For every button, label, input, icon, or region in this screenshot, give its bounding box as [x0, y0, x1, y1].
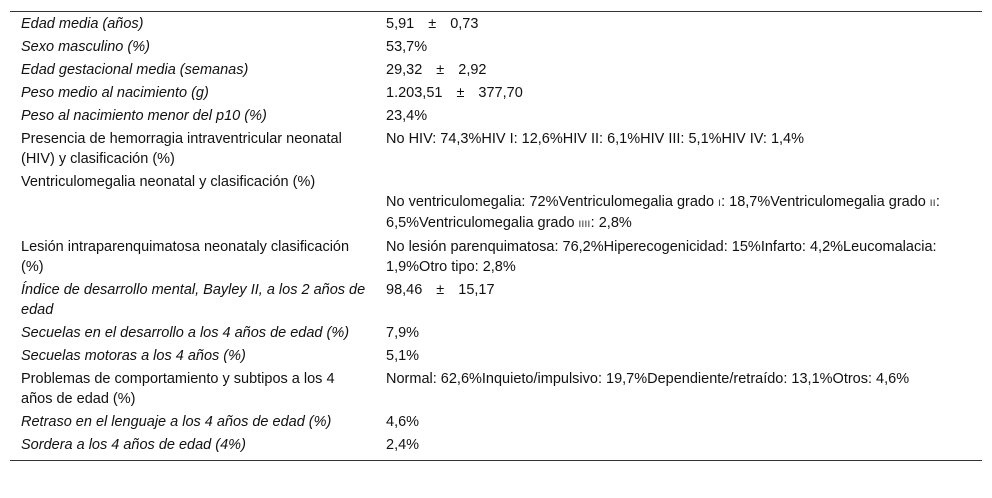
row-label: Edad media (años) — [21, 16, 144, 32]
grade-numeral: I — [718, 198, 722, 208]
table-row — [10, 236, 982, 279]
table-row — [10, 105, 982, 128]
ventri-text: : 2,8% — [590, 215, 632, 231]
grade-numeral: II — [929, 198, 936, 208]
table-row — [10, 59, 982, 82]
sd-value: 377,70 — [478, 85, 523, 101]
row-label: Sordera a los 4 años de edad (4%) — [21, 437, 246, 453]
row-value: No lesión parenquimatosa: 76,2%Hiperecogenicidad: 15%Infarto: 4,2%Leucomalacia: 1,9%Otro tipo: 2,8% — [386, 239, 937, 275]
row-label: Lesión intraparenquimatosa neonataly clasificación (%) — [21, 239, 350, 275]
plus-minus: ± — [428, 16, 437, 32]
row-value: 53,7% — [386, 39, 428, 55]
row-label: Sexo masculino (%) — [21, 39, 150, 55]
sd-value: 0,73 — [450, 16, 479, 32]
row-value — [376, 171, 982, 236]
row-value — [376, 279, 982, 322]
row-value: 7,9% — [386, 325, 420, 341]
row-label: Problemas de comportamiento y subtipos a los 4 años de edad (%) — [21, 371, 335, 407]
plus-minus: ± — [436, 62, 445, 78]
row-label: Retraso en el lenguaje a los 4 años de edad (%) — [21, 414, 332, 430]
row-label: Índice de desarrollo mental, Bayley II, a los 2 años de edad — [21, 282, 366, 318]
results-table-container — [10, 11, 982, 461]
ventri-text: : 6,5%Ventriculomegalia grado — [386, 194, 940, 231]
ventri-text: No ventriculomegalia: 72%Ventriculomegalia grado — [386, 194, 719, 210]
table-row — [10, 171, 982, 236]
table-row — [10, 434, 982, 461]
row-label: Peso al nacimiento menor del p10 (%) — [21, 108, 267, 124]
row-label: Presencia de hemorragia intraventricular neonatal (HIV) y clasificación (%) — [21, 131, 342, 167]
row-value: 23,4% — [386, 108, 428, 124]
plus-minus: ± — [456, 85, 465, 101]
row-value: 2,4% — [386, 437, 420, 453]
results-table — [10, 11, 982, 461]
table-row — [10, 82, 982, 105]
row-label: Peso medio al nacimiento (g) — [21, 85, 209, 101]
row-value: No HIV: 74,3%HIV I: 12,6%HIV II: 6,1%HIV III: 5,1%HIV IV: 1,4% — [386, 131, 804, 147]
row-value — [376, 82, 982, 105]
row-value: 4,6% — [386, 414, 420, 430]
plus-minus: ± — [436, 282, 445, 298]
table-row — [10, 322, 982, 345]
ventri-text: : 18,7%Ventriculomegalia grado — [721, 194, 930, 210]
row-label: Edad gestacional media (semanas) — [21, 62, 249, 78]
row-value: Normal: 62,6%Inquieto/impulsivo: 19,7%Dependiente/retraído: 13,1%Otros: 4,6% — [386, 371, 910, 387]
table-row — [10, 12, 982, 37]
mean-value: 5,91 — [386, 16, 415, 32]
table-row — [10, 411, 982, 434]
sd-value: 2,92 — [458, 62, 487, 78]
table-row — [10, 128, 982, 171]
table-row — [10, 279, 982, 322]
table-row — [10, 36, 982, 59]
row-label: Ventriculomegalia neonatal y clasificación (%) — [21, 174, 316, 190]
mean-value: 98,46 — [386, 282, 423, 298]
table-row — [10, 368, 982, 411]
row-label: Secuelas motoras a los 4 años (%) — [21, 348, 246, 364]
grade-numeral: IIII — [578, 219, 591, 229]
sd-value: 15,17 — [458, 282, 495, 298]
table-row — [10, 345, 982, 368]
row-value: 5,1% — [386, 348, 420, 364]
row-label: Secuelas en el desarrollo a los 4 años de edad (%) — [21, 325, 350, 341]
row-value — [376, 59, 982, 82]
mean-value: 29,32 — [386, 62, 423, 78]
mean-value: 1.203,51 — [386, 85, 443, 101]
row-value — [376, 12, 982, 37]
